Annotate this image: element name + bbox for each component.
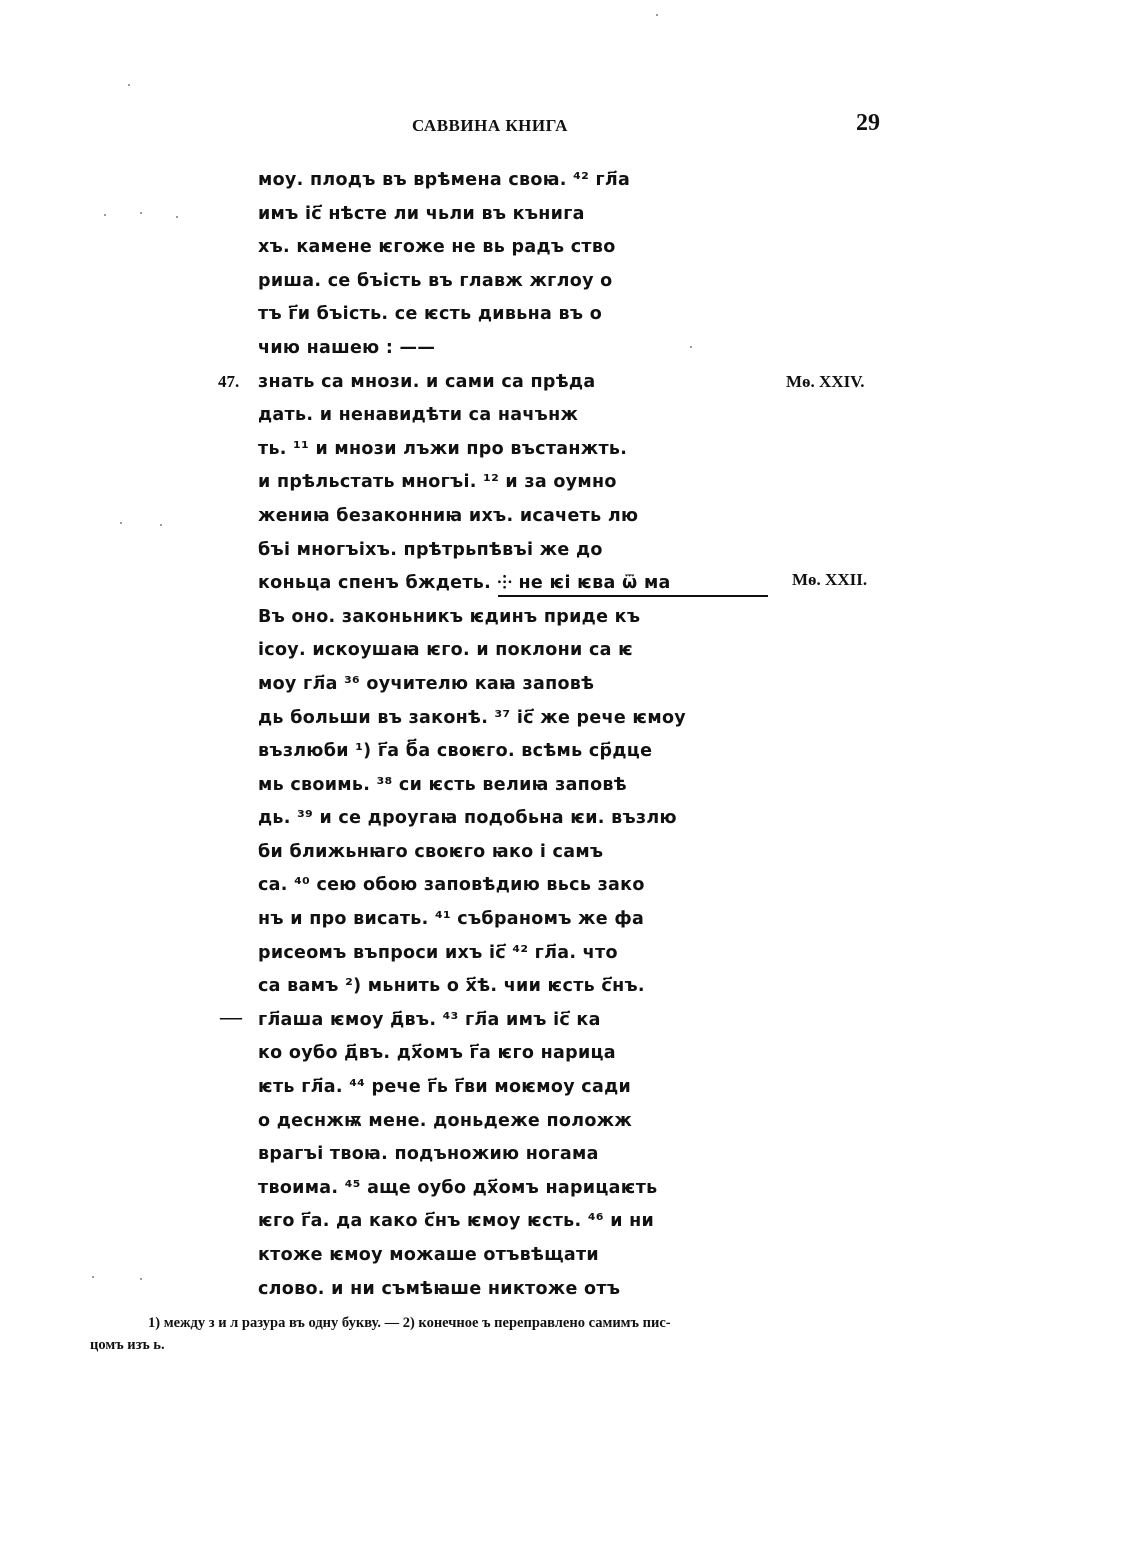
running-title: САВВИНА КНИГА bbox=[412, 116, 568, 135]
text-line-25: са вамъ ²) мьнить о х҃ѣ. чии ѥсть с҃нъ. bbox=[258, 976, 645, 997]
text-line-26: гл҃аша ѥмоу д҃въ. ⁴³ гл҃а имъ іс҃ ка bbox=[258, 1009, 601, 1030]
text-line-6: чию нашею : —— bbox=[258, 337, 436, 358]
text-line-33: ктоже ѥмоу можаше отъвѣщати bbox=[258, 1245, 599, 1265]
text-line-15: ісоу. искоушаꙗ ѥго. и поклони са ѥ bbox=[258, 640, 634, 661]
scan-speck bbox=[176, 216, 178, 218]
text-line-18: възлюби ¹) г҃а б҃а своѥго. всѣмь ср҃дце bbox=[258, 741, 653, 762]
scan-speck bbox=[160, 524, 162, 526]
text-line-29: о деснжѭ мене. доньдеже положж bbox=[258, 1110, 633, 1131]
footnote-line-1: 1) между з и л разура въ одну букву. — 2) конечное ъ переправлено самимъ пис- bbox=[148, 1315, 671, 1331]
text-line-13: коньца спенъ бждеть. ⸭ не ѥі ѥва ѿ ма bbox=[258, 567, 778, 601]
text-line-19: мь своимь. ³⁸ си ѥсть велиꙗ заповѣ bbox=[258, 774, 627, 795]
text-line-22: са. ⁴⁰ сею обою заповѣдию вьсь зако bbox=[258, 875, 645, 896]
text-line-28: ѥть гл҃а. ⁴⁴ рече г҃ь г҃ви моѥмоу сади bbox=[258, 1077, 632, 1098]
scan-speck bbox=[140, 1278, 142, 1280]
text-line-21: би ближьнꙗго своѥго ꙗко і самъ bbox=[258, 841, 604, 862]
margin-dash: — bbox=[220, 1004, 242, 1029]
text-line-4: риша. се бъість въ главж жглоу о bbox=[258, 270, 613, 291]
text-line-16: моу гл҃а ³⁶ оучителю каꙗ заповѣ bbox=[258, 673, 595, 694]
main-text bbox=[258, 164, 778, 1306]
text-line-5: тъ г҃и бъість. се ѥсть дивьна въ о bbox=[258, 304, 603, 325]
scan-speck bbox=[128, 84, 130, 86]
scan-speck bbox=[690, 346, 692, 348]
scan-speck bbox=[120, 522, 122, 524]
text-line-1: моу. плодъ въ врѣмена своꙗ. ⁴² гл҃а bbox=[258, 170, 631, 190]
verse-number: 47. bbox=[218, 372, 240, 391]
text-line-31: твоима. ⁴⁵ аще оубо дх҃омъ нарицаѥть bbox=[258, 1177, 658, 1198]
text-line-17: дь больши въ законѣ. ³⁷ іс҃ же рече ѥмоу bbox=[258, 707, 687, 728]
text-line-11: жениꙗ безаконниꙗ ихъ. исачеть лю bbox=[258, 505, 639, 526]
text-line-12: бъі многъіхъ. прѣтрьпѣвъі же до bbox=[258, 539, 603, 560]
text-line-20: дь. ³⁹ и се дроугаꙗ подобьна ѥи. възлю bbox=[258, 808, 677, 829]
text-line-27: ко оубо д҃въ. дх҃омъ г҃а ѥго нарица bbox=[258, 1043, 616, 1064]
text-line-2: имъ іс҃ нѣсте ли чьли въ кънига bbox=[258, 203, 585, 224]
footnotes bbox=[90, 1312, 890, 1356]
text-line-9: ть. ¹¹ и мнози лъжи про въстанжть. bbox=[258, 438, 628, 459]
text-line-10: и прѣльстать многъі. ¹² и за оумно bbox=[258, 472, 617, 493]
text-line-8: дать. и ненавидѣти са начънж bbox=[258, 405, 579, 426]
scan-speck bbox=[140, 212, 142, 214]
margin-reference-matthew-24: Мѳ. XXIV. bbox=[786, 372, 865, 391]
page-number: 29 bbox=[856, 110, 880, 136]
scan-speck bbox=[656, 14, 658, 16]
footnote-line-2: цомъ изъ ь. bbox=[90, 1337, 165, 1353]
scan-speck bbox=[104, 214, 106, 216]
text-line-24: рисеомъ въпроси ихъ іс҃ ⁴² гл҃а. что bbox=[258, 942, 618, 963]
text-line-7: знать са мнози. и сами са прѣда bbox=[258, 371, 596, 392]
text-line-32: ѥго г҃а. да како с҃нъ ѥмоу ѥсть. ⁴⁶ и ни bbox=[258, 1211, 655, 1232]
text-line-23: нъ и про висать. ⁴¹ събраномъ же фа bbox=[258, 909, 645, 930]
text-line-30: врагъі твоꙗ. подъножию ногама bbox=[258, 1144, 599, 1165]
margin-reference-matthew-22: Мѳ. XXII. bbox=[792, 570, 868, 589]
text-line-14: Въ оно. законьникъ ѥдинъ приде къ bbox=[258, 606, 641, 627]
text-line-3: хъ. камене ѥгоже не вь радъ ство bbox=[258, 237, 616, 258]
text-line-34: слово. и ни съмѣꙗше никтоже отъ bbox=[258, 1278, 621, 1299]
scan-speck bbox=[92, 1276, 94, 1278]
